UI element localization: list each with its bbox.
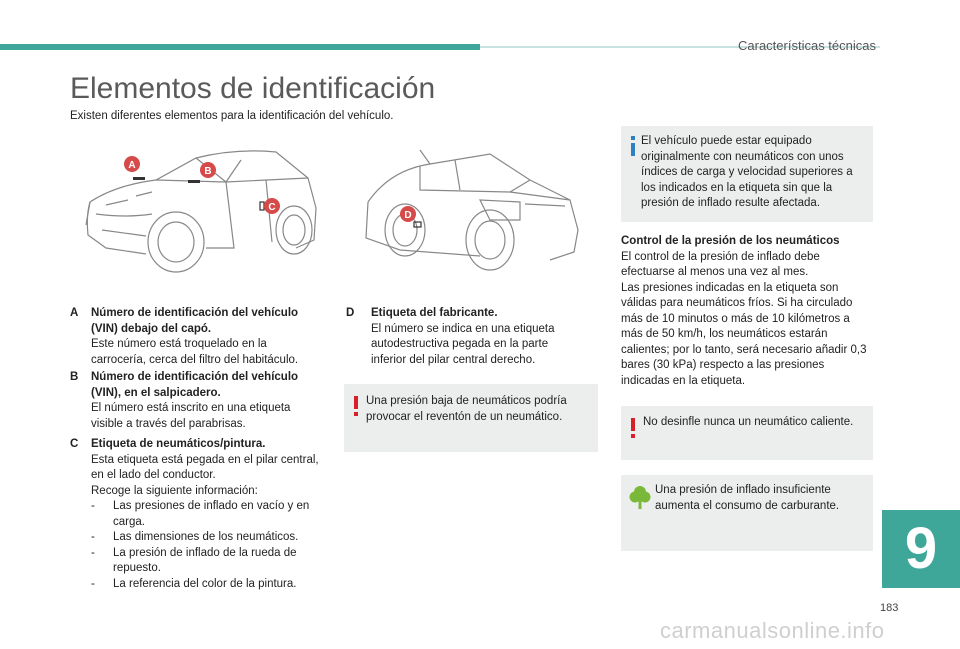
item-d-heading: Etiqueta del fabricante. <box>371 307 498 319</box>
item-b-heading-1: Número de identificación del vehículo <box>91 371 299 383</box>
item-c-letter: C <box>70 438 79 450</box>
marker-c: C <box>268 202 276 213</box>
info-box-tires <box>621 126 873 222</box>
marker-a: A <box>128 160 136 171</box>
pressure-control-section <box>621 234 873 389</box>
car-illustration-front <box>76 130 328 282</box>
info-tires-text: El vehículo puede estar equipado originalmente con neumáticos con unos índices de carga y velocidad superiores a los indicados en la etiqueta sin que la presión de inflado resulte afectada. <box>641 135 853 209</box>
pressure-control-heading: Control de la presión de los neumáticos <box>621 235 840 247</box>
pressure-control-text-1: El control de la presión de inflado debe efectuarse al menos una vez al mes. <box>621 250 820 278</box>
item-a-heading-2: (VIN) debajo del capó. <box>91 322 212 335</box>
info-icon <box>629 136 637 156</box>
bullet-item: - La presión de inflado de la rueda de repuesto. <box>91 546 324 577</box>
intro-text: Existen diferentes elementos para la identificación del vehículo. <box>70 110 394 122</box>
marker-d: D <box>404 210 412 221</box>
pressure-control-text-2: Las presiones indicadas en la etiqueta son válidas para neumáticos fríos. Si ha circulado más de 10 minutos o más de 10 kilómetros a más de 50 km/h, los neumáticos estarán calientes; por lo tanto, será necesario añadir 0,3 bares (30 kPa) respecto a las presiones indicadas en la etiqueta. <box>621 281 867 387</box>
item-a-letter: A <box>70 307 79 319</box>
item-c-heading: Etiqueta de neumáticos/pintura. <box>91 438 266 450</box>
item-b-heading-2: (VIN), en el salpicadero. <box>91 386 221 399</box>
warning-box-deflate <box>621 406 873 460</box>
item-b-text: El número está inscrito en una etiqueta visible a través del parabrisas. <box>91 402 291 430</box>
eco-tree-icon <box>629 484 651 510</box>
item-a-heading-1: Número de identificación del vehículo <box>91 307 299 319</box>
warning-icon <box>629 418 637 438</box>
marker-b: B <box>204 166 212 177</box>
eco-note-text: Una presión de inflado insuficiente aumenta el consumo de carburante. <box>655 484 840 512</box>
section-title: Características técnicas <box>738 38 876 53</box>
item-c-text: Esta etiqueta está pegada en el pilar central, en el lado del conductor. <box>91 453 319 481</box>
eco-box <box>621 475 873 551</box>
car-illustration-side <box>360 140 590 286</box>
item-c-bullet-list <box>91 499 324 592</box>
header-accent-bar <box>0 44 480 50</box>
item-a-text: Este número está troquelado en la carrocería, cerca del filtro del habitáculo. <box>91 338 299 366</box>
item-b <box>70 370 322 432</box>
item-d-text: El número se indica en una etiqueta autodestructiva pegada en la parte inferior del pilar central derecho. <box>371 322 555 366</box>
item-a <box>70 306 322 368</box>
item-d-letter: D <box>346 307 355 319</box>
bullet-item: - La referencia del color de la pintura. <box>91 577 324 593</box>
warning-icon <box>352 396 360 416</box>
warning-low-pressure-text: Una presión baja de neumáticos podría provocar el reventón de un neumático. <box>366 395 567 423</box>
item-c <box>70 437 324 592</box>
warning-box-low-pressure <box>344 384 598 452</box>
item-b-letter: B <box>70 371 79 383</box>
chapter-tab: 9 <box>882 510 960 588</box>
car-front-drawing <box>76 130 328 282</box>
bullet-item: - Las dimensiones de los neumáticos. <box>91 530 324 546</box>
car-side-drawing <box>360 140 590 286</box>
item-c-text-2: Recoge la siguiente información: <box>91 484 258 497</box>
bullet-item: - Las presiones de inflado en vacío y en carga. <box>91 499 324 530</box>
page-number: 183 <box>880 602 899 614</box>
warning-deflate-text: No desinfle nunca un neumático caliente. <box>643 416 854 428</box>
item-d <box>346 306 576 368</box>
watermark: carmanualsonline.info <box>660 618 885 643</box>
page-title: Elementos de identificación <box>70 72 436 105</box>
